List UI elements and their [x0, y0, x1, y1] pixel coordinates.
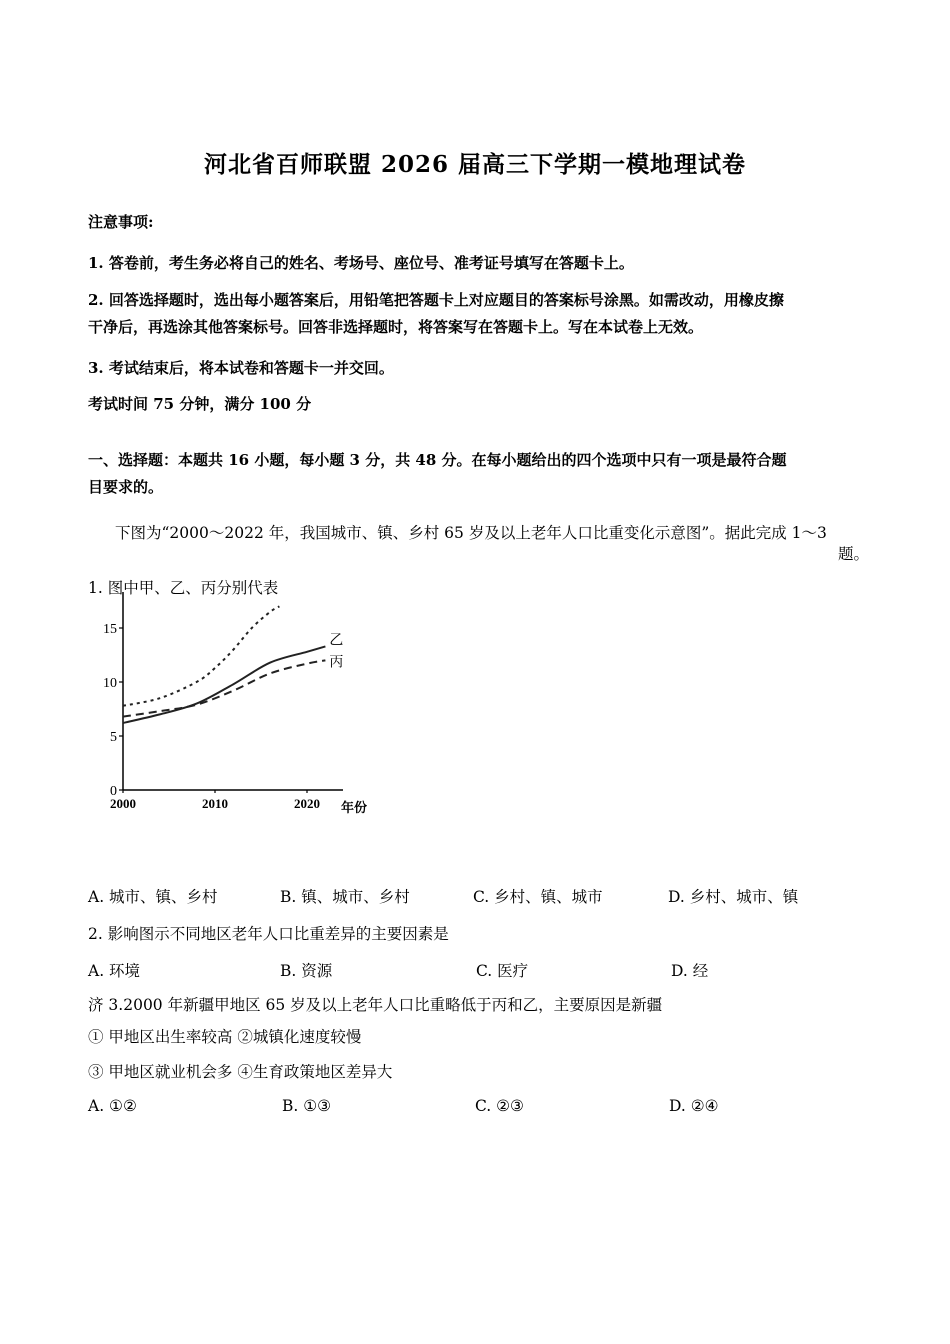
- x-tick-label: 2000: [110, 796, 136, 811]
- section-heading-cont: 目要求的。: [88, 478, 164, 496]
- series-line-0: [123, 606, 279, 705]
- q3-choices-2: ③ 甲地区就业机会多 ④生育政策地区差异大: [88, 1063, 393, 1081]
- x-tick-label: 2020: [294, 796, 320, 811]
- q1-option-a[interactable]: A. 城市、镇、乡村: [88, 888, 218, 906]
- notice-item-1: 1. 答卷前，考生务必将自己的姓名、考场号、座位号、准考证号填写在答题卡上。: [88, 254, 634, 272]
- q3-option-b[interactable]: B. ①③: [282, 1097, 332, 1115]
- intro-text-cont: 题。: [838, 545, 870, 563]
- line-chart: [95, 588, 385, 820]
- notice-item-2-cont: 干净后，再选涂其他答案标号。回答非选择题时，将答案写在答题卡上。写在本试卷上无效。: [88, 318, 704, 336]
- q3-option-a[interactable]: A. ①②: [88, 1097, 137, 1115]
- notice-item-3: 3. 考试结束后，将本试卷和答题卡一并交回。: [88, 359, 394, 377]
- series-label-1: 乙: [329, 633, 344, 649]
- chart-series: [123, 606, 325, 723]
- intro-text: 下图为“2000～2022 年，我国城市、镇、乡村 65 岁及以上老年人口比重变化示意图”。据此完成 1～3: [115, 524, 827, 542]
- y-tick-label: 5: [110, 730, 117, 745]
- question-2-stem: 2. 影响图示不同地区老年人口比重差异的主要因素是: [88, 925, 449, 943]
- y-tick-label: 10: [103, 676, 117, 691]
- exam-title: 河北省百师联盟 2026 届高三下学期一模地理试卷: [203, 151, 747, 178]
- q2-option-c[interactable]: C. 医疗: [476, 962, 529, 980]
- notice-item-2: 2. 回答选择题时，选出每小题答案后，用铅笔把答题卡上对应题目的答案标号涂黑。如需改动，用橡皮擦: [88, 291, 784, 309]
- y-tick-label: 15: [103, 622, 117, 637]
- q3-option-d[interactable]: D. ②④: [669, 1097, 719, 1115]
- y-tick-label: 0: [110, 784, 117, 799]
- x-tick-label: 2010: [202, 796, 228, 811]
- x-axis-label: 年份: [341, 800, 368, 815]
- q2-option-d[interactable]: D. 经: [671, 962, 709, 980]
- section-heading: 一、选择题：本题共 16 小题，每小题 3 分，共 48 分。在每小题给出的四个选项中只有一项是最符合题: [88, 451, 787, 469]
- q1-option-c[interactable]: C. 乡村、镇、城市: [473, 888, 603, 906]
- q1-option-b[interactable]: B. 镇、城市、乡村: [280, 888, 410, 906]
- series-label-2: 丙: [329, 655, 344, 671]
- q2-option-b[interactable]: B. 资源: [280, 962, 333, 980]
- q1-option-d[interactable]: D. 乡村、城市、镇: [668, 888, 799, 906]
- q3-choices-1: ① 甲地区出生率较高 ②城镇化速度较慢: [88, 1028, 362, 1046]
- q3-option-c[interactable]: C. ②③: [475, 1097, 524, 1115]
- q2-option-a[interactable]: A. 环境: [88, 962, 141, 980]
- question-1-stem: 1. 图中甲、乙、丙分别代表: [88, 579, 279, 597]
- question-3-stem: 济 3.2000 年新疆甲地区 65 岁及以上老年人口比重略低于丙和乙，主要原因是新疆: [88, 996, 663, 1014]
- notice-heading: 注意事项:: [88, 213, 154, 231]
- exam-time: 考试时间 75 分钟，满分 100 分: [88, 395, 312, 413]
